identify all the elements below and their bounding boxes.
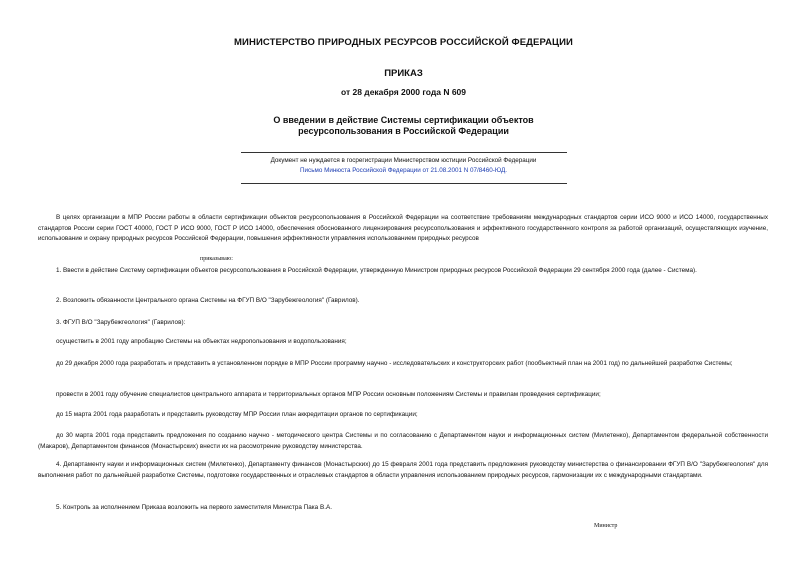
- preamble-paragraph: В целях организации в МПР России работы в области сертификации объектов ресурсопользования в Российской Федерации на соответствие требованиям международных стандартов серии ИСО 9000 и ИСО 14000, государственных стандартов России серии ГОСТ 40000, ГОСТ Р ИСО 9000, ГОСТ Р ИСО 14000, обеспечения обоснованного лицензирования ресурсопользования и эффективного государственного контроля за работой организаций, осуществляющих изучение, использование и охрану природных ресурсов Российской Федерации, повышения эффективности управления использованием природных ресурсов: [38, 214, 768, 242]
- order-date-number: от 28 декабря 2000 года N 609: [340, 87, 467, 97]
- order-word: приказываю:: [200, 256, 233, 262]
- paragraph-3d: до 15 марта 2001 года разработать и представить руководству МПР России план аккредитации органов по сертификации;: [56, 411, 418, 418]
- top-divider: [241, 152, 567, 153]
- paragraph-3: 3. ФГУП В/О "Зарубежгеология" (Гаврилов):: [56, 319, 186, 326]
- paragraph-3c: провести в 2001 году обучение специалистов центрального аппарата и территориальных органов МПР России основным положениям Системы и правилам проведения сертификации;: [56, 391, 601, 398]
- ministry-title: МИНИСТЕРСТВО ПРИРОДНЫХ РЕСУРСОВ РОССИЙСКОЙ ФЕДЕРАЦИИ: [234, 37, 573, 48]
- paragraph-4: 4. Департаменту науки и информационных систем (Милетенко), Департаменту финансов (Монастырских) до 15 февраля 2001 года представить предложения руководству министерства о финансировании ФГУП В/О "Зарубежгеология" для выполнения работ по дальнейшей разработке Системы, подготовке государственных и отраслевых стандартов в области управления использованием природных ресурсов, гармонизации их с международными стандартами.: [38, 461, 768, 479]
- order-subject-line2: ресурсопользования в Российской Федерации: [298, 126, 509, 136]
- order-subject-line1: О введении в действие Системы сертификации объектов: [273, 115, 534, 125]
- order-heading: ПРИКАЗ: [384, 68, 423, 79]
- order-subject: [0, 115, 807, 137]
- paragraph-3e: до 30 марта 2001 года представить предложения по созданию научно - методического центра Системы и по согласованию с Департаментом науки и информационных систем (Милетенко), Департаментом федеральной собственности (Макаров), Департаментом финансов (Монастырских) внести их на рассмотрение руководству министерства.: [38, 432, 768, 450]
- paragraph-5: 5. Контроль за исполнением Приказа возложить на первого заместителя Министра Пака В.А.: [56, 504, 332, 511]
- registration-note: Документ не нуждается в госрегистрации Министерством юстиции Российской Федерации: [270, 157, 537, 164]
- paragraph-2: 2. Возложить обязанности Центрального органа Системы на ФГУП В/О "Зарубежгеология" (Гаврилов).: [56, 297, 360, 304]
- bottom-divider: [241, 183, 567, 184]
- signature-title: Министр: [594, 523, 618, 529]
- paragraph-1: 1. Ввести в действие Систему сертификации объектов ресурсопользования в Российской Федерации, утвержденную Министром природных ресурсов Российской Федерации 29 сентября 2000 года (далее - Система).: [56, 267, 697, 274]
- paragraph-3a: осуществить в 2001 году апробацию Системы на объектах недропользования и водопользования;: [56, 338, 347, 345]
- paragraph-3b: до 29 декабря 2000 года разработать и представить в установленном порядке в МПР России программу научно - исследовательских и конструкторских работ (пообъектный план на 2001 год) по дальнейшей разработке Системы;: [56, 360, 733, 367]
- minjust-letter-link[interactable]: Письмо Минюста Российской Федерации от 21.08.2001 N 07/8460-ЮД.: [300, 167, 507, 174]
